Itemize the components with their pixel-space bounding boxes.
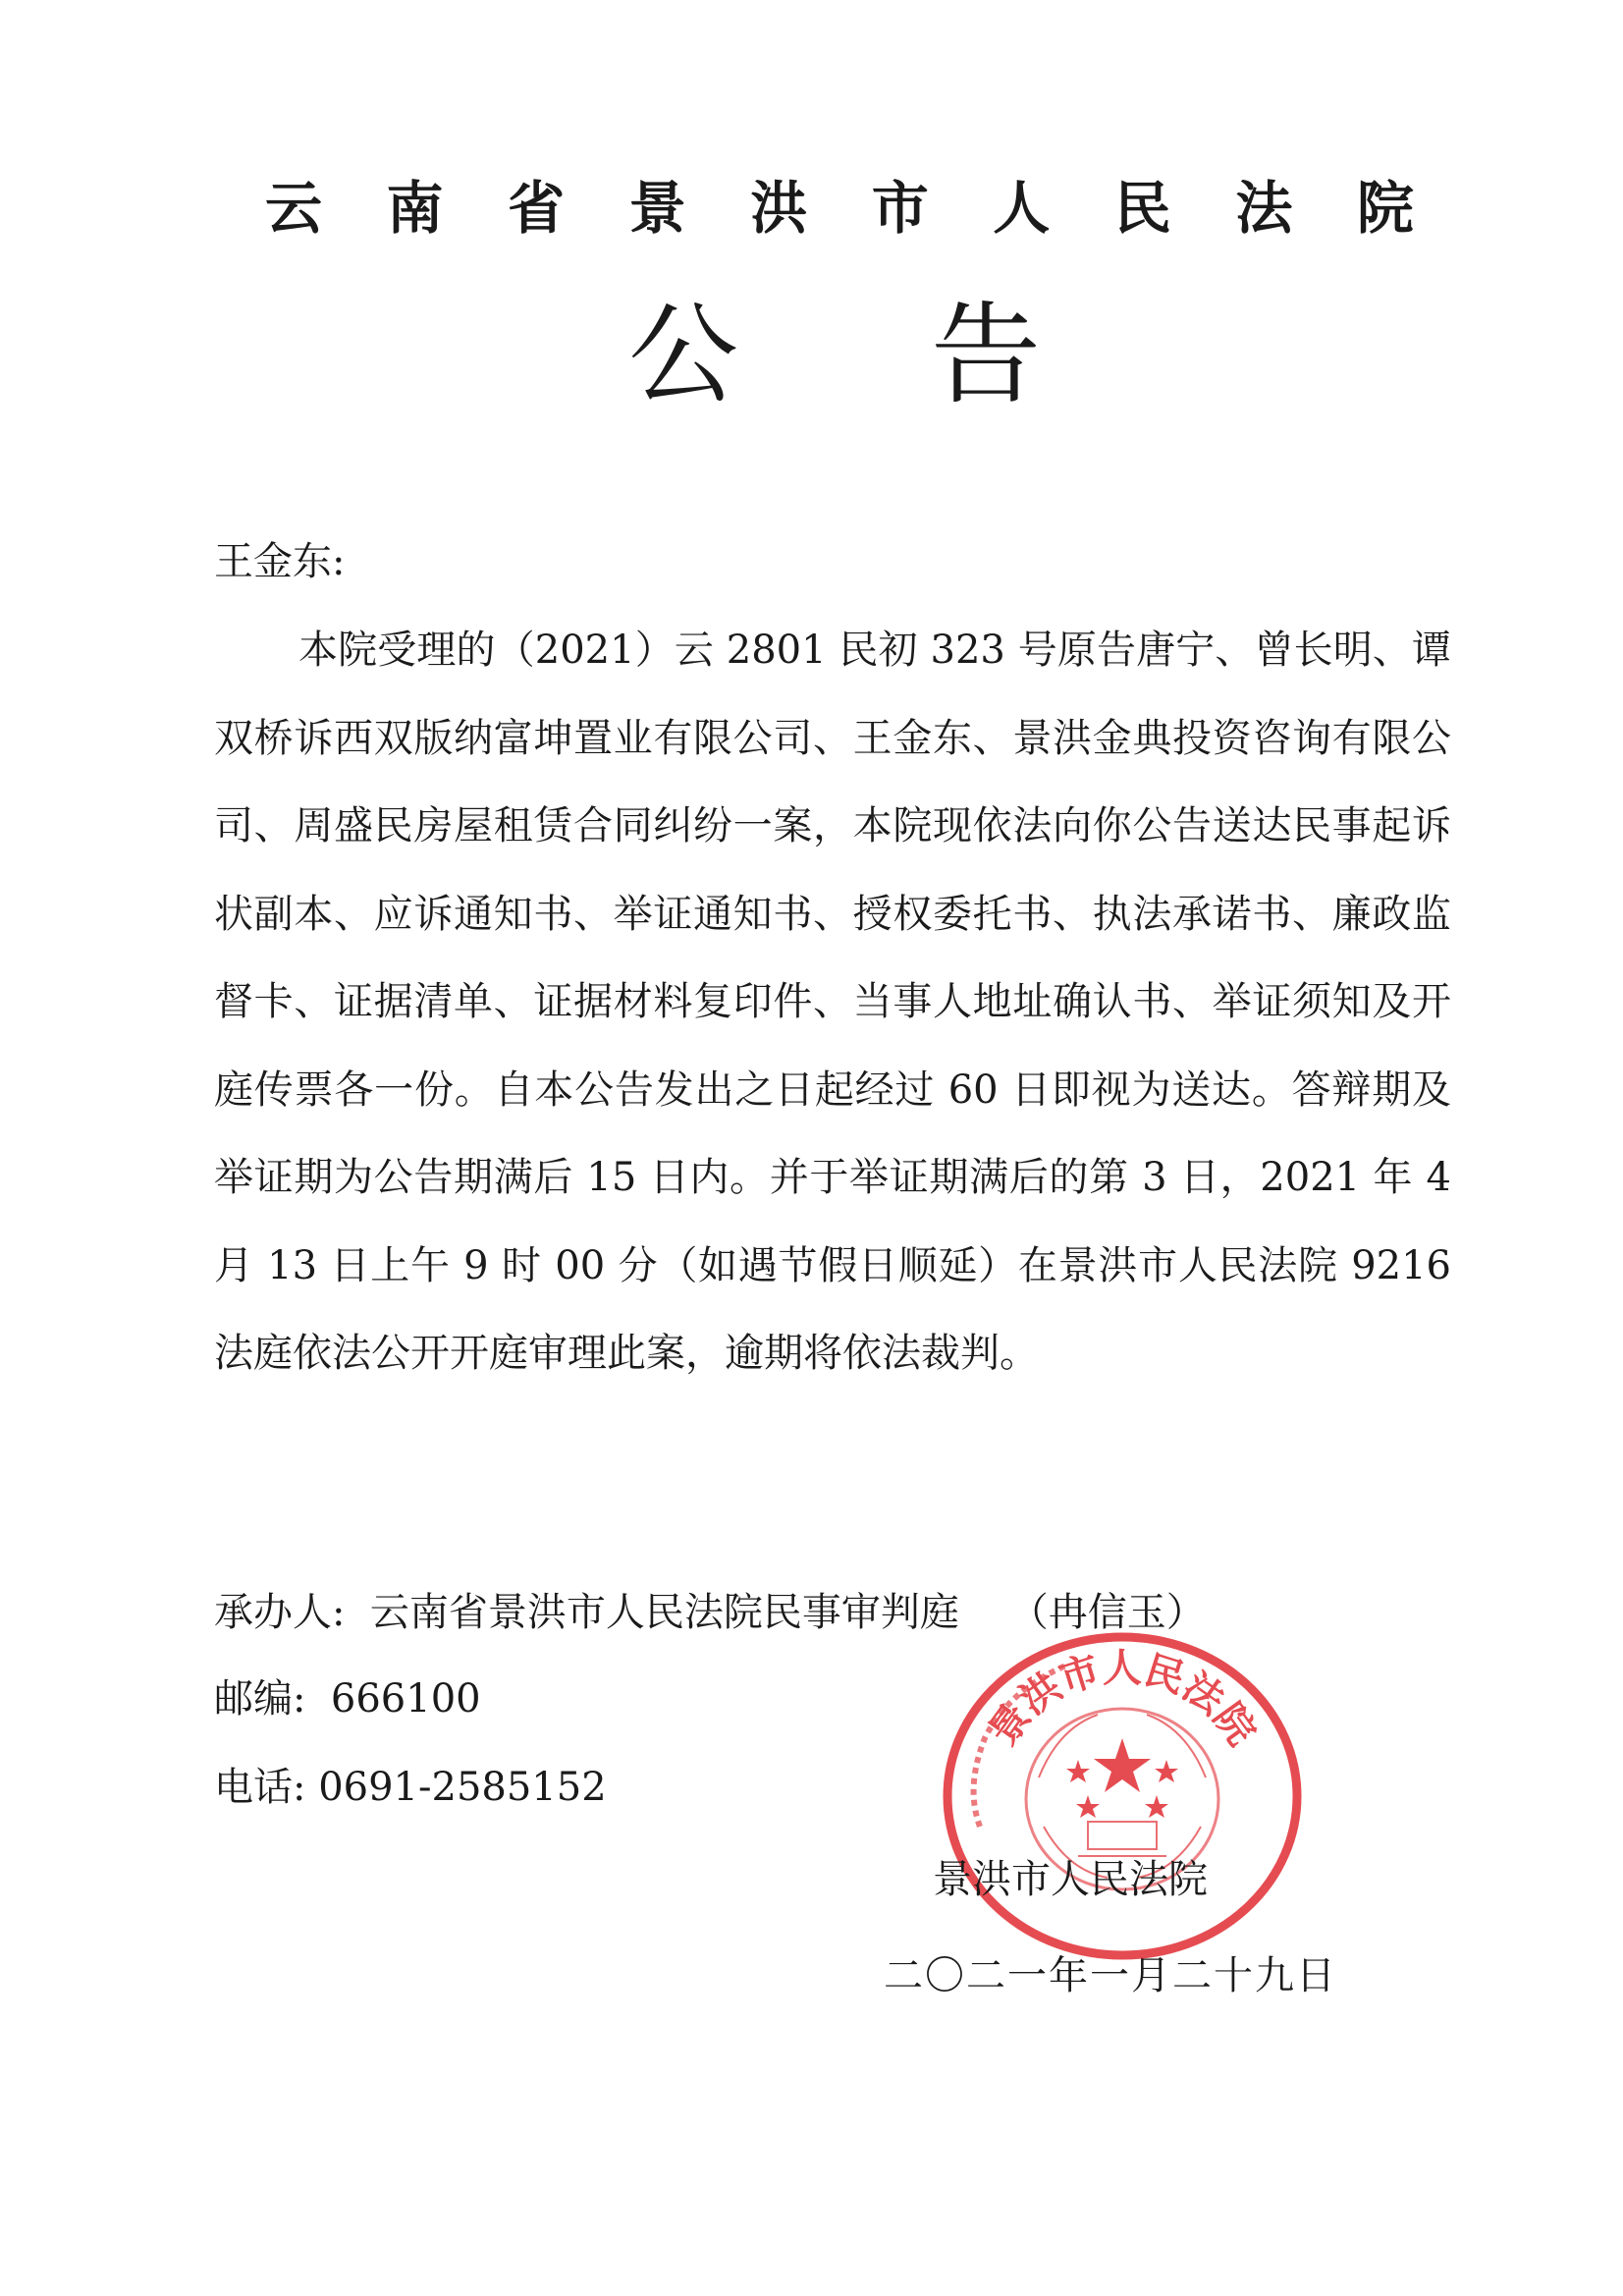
notice-body: 本院受理的（2021）云 2801 民初 323 号原告唐宁、曾长明、谭双桥诉西双版纳富坤置业有限公司、王金东、景洪金典投资咨询有限公司、周盛民房屋租赁合同纠纷一案，本院现依法向你公告送达民事起诉状副本、应诉通知书、举证通知书、授权委托书、执法承诺书、廉政监督卡、证据清单、证据材料复印件、当事人地址确认书、举证须知及开庭传票各一份。自本公告发出之日起经过 60 日即视为送达。答辩期及举证期为公告期满后 15 日内。并于举证期满后的第 3 日，2021 年 4 月 13 日上午 9 时 00 分（如遇节假日顺延）在景洪市人民法院 9216 法庭依法公开开庭审理此案，逾期将依法裁判。 [214, 628, 1451, 1376]
notice-char: 告 [931, 292, 1041, 419]
court-name-char: 景 [628, 175, 686, 242]
seal-text: 景洪市人民法院 [979, 1645, 1266, 1754]
court-name-char: 南 [386, 175, 444, 242]
court-name-heading [265, 169, 1414, 247]
court-name-char: 云 [265, 175, 323, 242]
court-name-char: 民 [1113, 175, 1171, 242]
case-handler: 承办人: 云南省景洪市人民法院民事审判庭 （冉信玉） [214, 1590, 1206, 1635]
court-seal-icon [941, 1630, 1304, 1962]
notice-char: 公 [628, 292, 738, 419]
court-name-char: 洪 [750, 175, 808, 242]
phone-number: 电话: 0691-2585152 [214, 1765, 607, 1810]
notice-heading [628, 287, 1041, 424]
signature-court: 景洪市人民法院 [933, 1857, 1208, 1902]
court-name-char: 法 [1235, 175, 1293, 242]
addressee: 王金东: [214, 539, 346, 584]
court-name-char: 市 [871, 175, 929, 242]
court-name-char: 院 [1356, 175, 1414, 242]
signature-date: 二〇二一年一月二十九日 [884, 1953, 1337, 1998]
court-name-char: 人 [993, 175, 1051, 242]
court-name-char: 省 [508, 175, 566, 242]
postcode: 邮编: 666100 [214, 1676, 481, 1722]
